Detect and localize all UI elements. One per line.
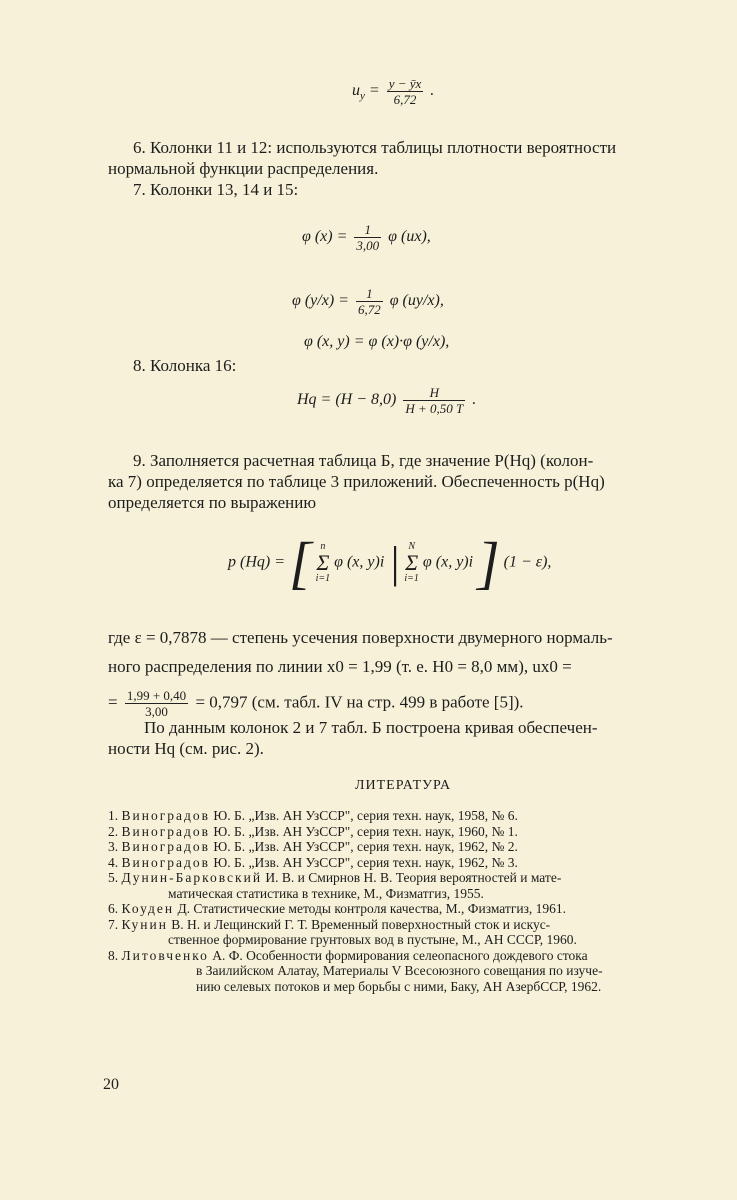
ref-num: 1. <box>108 808 119 823</box>
curve-line1: По данным колонок 2 и 7 табл. Б построена кривая обеспечен- <box>144 718 598 737</box>
reference-3 <box>108 839 708 855</box>
reference-8-cont: в Заилийском Алатау, Материалы V Всесоюзного совещания по изуче- <box>196 963 603 978</box>
phi-yx-rhs: φ (uy/x), <box>389 292 444 310</box>
ref-author: Литовченко <box>121 947 209 963</box>
reference-5 <box>108 870 708 886</box>
reference-7-cont: ственное формирование грунтовых вод в пустыне, М., АН СССР, 1960. <box>168 932 577 947</box>
hq-lhs: Hq = (H − 8,0) <box>297 391 397 409</box>
uy-equals: = <box>368 82 380 100</box>
ref-author: Виноградов <box>121 823 210 839</box>
p-tail: (1 − ε), <box>503 553 552 571</box>
ref-num: 3. <box>108 839 119 854</box>
sum2-bottom: i=1 <box>404 573 419 584</box>
formula-p-hq <box>228 530 552 595</box>
phi-x-numerator: 1 <box>364 222 372 237</box>
ratio-denominator: 3,00 <box>125 703 188 719</box>
where-line2: ного распределения по линии x0 = 1,99 (т. е. H0 = 8,0 мм), ux0 = <box>108 657 572 676</box>
ref-author: Коуден <box>121 901 175 916</box>
reference-7 <box>108 917 708 933</box>
reference-4 <box>108 855 708 871</box>
phi-yx-denominator: 6,72 <box>357 302 381 317</box>
sum1: n Σ i=1 <box>315 541 331 584</box>
curve-line2: ности Hq (см. рис. 2). <box>108 739 264 758</box>
phi-yx-lhs: φ (y/x) = <box>292 292 349 310</box>
reference-1 <box>108 808 708 824</box>
ref-num: 4. <box>108 854 119 870</box>
item9-line3: определяется по выражению <box>108 493 317 512</box>
uy-denominator: 6,72 <box>387 91 424 107</box>
ref-rest: Ю. Б. „Изв. АН УзССР", серия техн. наук, 1962, № 2. <box>213 839 518 854</box>
phi-x-denominator: 3,00 <box>356 238 380 253</box>
phi-x-fraction <box>354 222 381 253</box>
ref-author: Виноградов <box>121 839 210 854</box>
literature-heading: ЛИТЕРАТУРА <box>355 778 452 793</box>
uy-sub: y <box>360 90 365 103</box>
reference-8-cont2: нию селевых потоков и мер борьбы с ними, Баку, АН АзербССР, 1962. <box>196 978 602 994</box>
ratio-equals: = <box>108 692 118 712</box>
hq-numerator: H <box>429 385 439 400</box>
reference-8 <box>108 948 708 964</box>
right-bracket: ] <box>477 530 500 595</box>
phi-yx-numerator: 1 <box>366 286 373 301</box>
sum2-top: N <box>408 541 415 552</box>
ref-rest: В. Н. и Лещинский Г. Т. Временный поверхностный сток и искус- <box>171 916 551 932</box>
page-number: 20 <box>103 1076 119 1093</box>
left-bracket: [ <box>289 530 312 595</box>
references-list <box>108 808 708 994</box>
where-line1: где ε = 0,7878 — степень усечения поверхности двумерного нормаль- <box>108 628 613 647</box>
ref-num: 6. <box>108 901 119 916</box>
ratio-line <box>108 688 524 719</box>
uy-fraction <box>387 76 424 107</box>
p-lhs: p (Hq) = <box>228 553 286 571</box>
ref-rest: Ю. Б. „Изв. АН УзССР", серия техн. наук, 1958, № 6. <box>213 808 518 823</box>
reference-6 <box>108 901 708 917</box>
ratio-fraction <box>125 688 188 719</box>
phi-x-lhs: φ (x) = <box>302 228 348 246</box>
ref-rest: Д. Статистические методы контроля качества, М., Физматгиз, 1961. <box>177 901 567 916</box>
phi-x-rhs: φ (ux), <box>388 228 431 246</box>
sum1-top: n <box>320 541 326 552</box>
ref-num: 2. <box>108 823 119 839</box>
formula-phi-yx <box>292 286 444 317</box>
formula-phi-xy: φ (x, y) = φ (x)·φ (y/x), <box>304 333 450 350</box>
sum2-term: φ (x, y)i <box>422 553 474 571</box>
uy-numerator: y − ȳx <box>388 76 422 91</box>
ratio-rhs: = 0,797 (см. табл. IV на стр. 499 в работе [5]). <box>195 692 524 712</box>
formula-uy: $u_y$ = $\frac{y - ȳx}{6,72}$ . <box>352 76 435 107</box>
phi-yx-fraction <box>356 286 383 317</box>
ref-num: 5. <box>108 870 119 885</box>
sum1-bottom: i=1 <box>315 573 331 584</box>
formula-hq: Hq = (H − 8,0) $\frac{H}{H + 0,50 T}$ . <box>297 385 477 416</box>
item8: 8. Колонка 16: <box>133 356 237 375</box>
ref-author: Кунин <box>121 916 168 932</box>
divider-bar: | <box>388 538 401 587</box>
ref-author: Виноградов <box>121 854 210 870</box>
item9-line1: 9. Заполняется расчетная таблица Б, где значение P(Hq) (колон- <box>133 451 594 470</box>
formula-phi-x <box>302 222 431 253</box>
reference-5-cont: матическая статистика в технике, М., Физматгиз, 1955. <box>168 885 484 901</box>
ref-author: Виноградов <box>121 808 210 823</box>
reference-2 <box>108 824 708 840</box>
item6-line1: 6. Колонки 11 и 12: используются таблицы плотности вероятности <box>133 138 617 157</box>
ref-rest: Ю. Б. „Изв. АН УзССР", серия техн. наук, 1960, № 1. <box>213 823 518 839</box>
item6-line2: нормальной функции распределения. <box>108 159 379 178</box>
ref-num: 8. <box>108 947 119 963</box>
ref-rest: И. В. и Смирнов Н. В. Теория вероятностей и мате- <box>265 870 562 885</box>
item7: 7. Колонки 13, 14 и 15: <box>133 180 299 199</box>
hq-denominator: H + 0,50 T <box>405 401 464 416</box>
ref-rest: А. Ф. Особенности формирования селеопасного дождевого стока <box>212 947 588 963</box>
uy-lhs: u <box>352 82 360 100</box>
hq-fraction <box>403 385 465 416</box>
item9-line2: ка 7) определяется по таблице 3 приложений. Обеспеченность p(Hq) <box>108 472 605 491</box>
sum2: N Σ i=1 <box>404 541 419 584</box>
sum1-term: φ (x, y)i <box>334 553 385 571</box>
ref-author: Дунин-Барковский <box>121 870 263 885</box>
ratio-numerator: 1,99 + 0,40 <box>126 688 187 703</box>
ref-rest: Ю. Б. „Изв. АН УзССР", серия техн. наук, 1962, № 3. <box>213 854 518 870</box>
ref-num: 7. <box>108 916 119 932</box>
